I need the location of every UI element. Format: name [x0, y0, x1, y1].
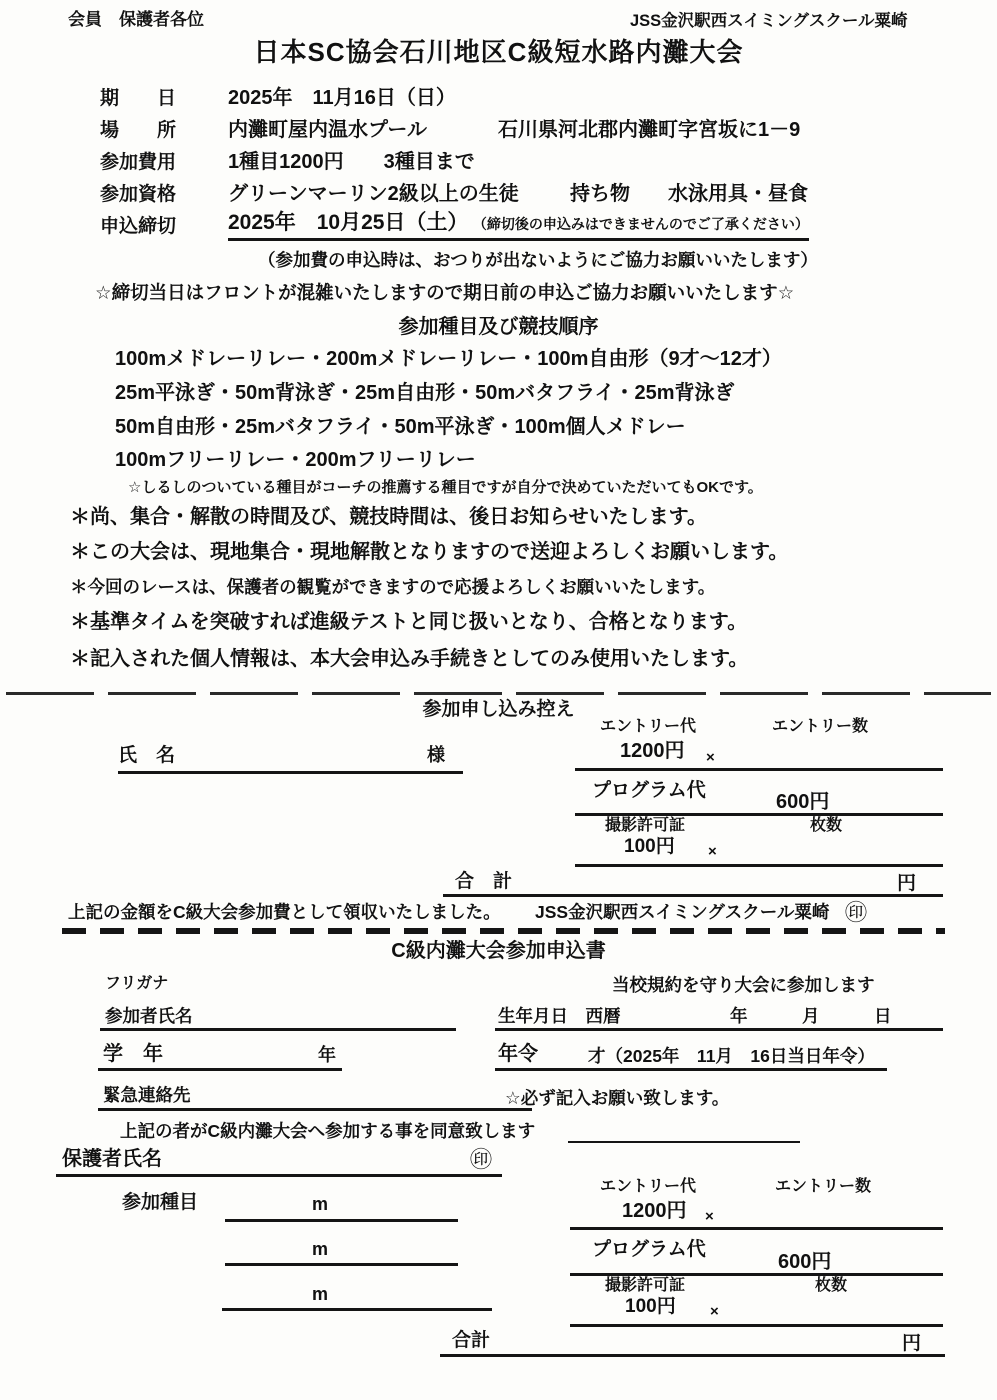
consent-text: 上記の者がC級内灘大会へ参加する事を同意致します	[120, 1121, 536, 1141]
age-line	[495, 1068, 887, 1071]
photo-permit-label-2: 撮影許可証	[605, 1277, 686, 1294]
guardian-seal-mark-icon: ㊞	[470, 1147, 493, 1172]
event-line-3: 50m自由形・25mバタフライ・50m平泳ぎ・100m個人メドレー	[115, 416, 686, 438]
photo-permit-value-2: 100円	[625, 1296, 676, 1317]
application-total-line	[440, 1354, 945, 1357]
grade-unit: 年	[318, 1045, 336, 1065]
place-value: 内灘町屋内温水プール	[228, 119, 427, 141]
guardian-name-label: 保護者氏名	[62, 1148, 162, 1170]
belongings-label: 持ち物	[570, 183, 630, 205]
receipt-name-label: 氏 名	[118, 745, 176, 766]
program-fee-value-1: 600円	[776, 791, 830, 813]
document-title: 日本SC協会石川地区C級短水路内灘大会	[253, 37, 744, 67]
fee-rule-1c	[575, 864, 943, 867]
participant-name-line	[100, 1028, 456, 1031]
fee-label: 参加費用	[100, 152, 177, 173]
guardian-name-line	[56, 1174, 502, 1177]
consent-line	[568, 1141, 800, 1143]
event-entry-line-1	[225, 1219, 458, 1222]
qualification-label: 参加資格	[100, 184, 177, 205]
birth-year-unit: 年	[730, 1006, 748, 1026]
receipt-total-line	[443, 894, 943, 897]
dashed-separator-thin	[6, 692, 991, 695]
place-address: 石川県河北郡内灘町字宮坂に1－9	[498, 119, 801, 141]
emergency-contact-line	[98, 1108, 532, 1111]
multiply-sign-2b: ×	[710, 1303, 719, 1320]
deadline-note: （締切後の申込みはできませんのでご了承ください）	[472, 216, 809, 232]
age-label: 年令	[498, 1043, 538, 1065]
event-unit-3: m	[312, 1284, 329, 1304]
belongings-value: 水泳用具・昼食	[668, 183, 808, 205]
birthdate-line	[495, 1028, 943, 1031]
program-fee-label-2: プログラム代	[592, 1239, 706, 1260]
audience-label: 会員 保護者各位	[68, 10, 204, 29]
receipt-total-label: 合 計	[455, 871, 513, 892]
front-desk-note: ☆締切当日はフロントが混雑いたしますので期日前の申込ご協力お願いいたします☆	[95, 282, 795, 303]
photo-count-label-2: 枚数	[815, 1277, 848, 1294]
entry-count-header-1: エントリー数	[772, 718, 869, 735]
fee-rule-2a	[570, 1227, 943, 1230]
event-entry-line-2	[225, 1263, 458, 1266]
multiply-sign-1a: ×	[706, 749, 715, 766]
event-entry-label: 参加種目	[122, 1192, 199, 1213]
multiply-sign-2a: ×	[705, 1208, 714, 1225]
event-line-4: 100mフリーリレー・200mフリーリレー	[115, 449, 476, 471]
event-unit-1: m	[312, 1194, 329, 1214]
events-section-title: 参加種目及び競技順序	[398, 316, 599, 338]
entry-fee-value-2: 1200円	[622, 1200, 687, 1222]
deadline-value: 2025年 10月25日（土）	[228, 211, 469, 234]
place-label: 場 所	[100, 120, 177, 141]
coach-recommendation-note: ☆しるしのついている種目がコーチの推薦する種目ですが自分で決めていただいてもOKです。	[128, 479, 763, 496]
receipt-school-name: JSS金沢駅西スイミングスクール粟崎	[535, 902, 830, 922]
application-total-label: 合計	[452, 1330, 491, 1351]
fee-rule-1b	[575, 813, 943, 816]
fee-rule-2c	[570, 1324, 943, 1327]
grade-line	[98, 1068, 342, 1071]
note-time-standard: ＊基準タイムを突破すれば進級テストと同じ扱いとなり、合格となります。	[70, 611, 748, 633]
qualification-value: グリーンマーリン2級以上の生徒	[228, 183, 519, 205]
event-entry-line-3	[222, 1308, 492, 1311]
deadline-line	[228, 211, 809, 241]
application-total-unit: 円	[902, 1333, 922, 1354]
birth-month-unit: 月	[802, 1006, 820, 1026]
event-line-1: 100mメドレーリレー・200mメドレーリレー・100m自由形（9才～12才）	[115, 348, 782, 370]
receipt-total-unit: 円	[897, 873, 917, 894]
photo-count-label-1: 枚数	[810, 817, 843, 834]
receipt-statement: 上記の金額をC級大会参加費として領収いたしました。	[68, 902, 501, 922]
date-value: 2025年 11月16日（日）	[228, 87, 456, 109]
participant-name-label: 参加者氏名	[105, 1006, 193, 1026]
event-line-2: 25m平泳ぎ・50m背泳ぎ・25m自由形・50mバタフライ・25m背泳ぎ	[115, 382, 735, 404]
grade-label: 学 年	[103, 1043, 163, 1065]
photo-permit-value-1: 100円	[624, 836, 675, 857]
pledge-text: 当校規約を守り大会に参加します	[612, 975, 875, 995]
fee-value: 1種目1200円 3種目まで	[228, 151, 475, 173]
birth-day-unit: 日	[874, 1006, 892, 1026]
note-meeting: ＊この大会は、現地集合・現地解散となりますので送迎よろしくお願いします。	[70, 541, 789, 563]
birthdate-label: 生年月日 西暦	[498, 1006, 621, 1026]
fee-rule-2b	[570, 1273, 943, 1276]
furigana-label: フリガナ	[105, 975, 169, 992]
entry-fee-value-1: 1200円	[620, 740, 685, 762]
deadline-label: 申込締切	[100, 216, 177, 237]
school-name-header: JSS金沢駅西スイミングスクール粟崎	[630, 12, 908, 30]
program-fee-value-2: 600円	[778, 1251, 832, 1273]
entry-fee-header-2: エントリー代	[600, 1178, 697, 1195]
receipt-name-suffix: 様	[427, 745, 445, 765]
note-schedule: ＊尚、集合・解散の時間及び、競技時間は、後日お知らせいたします。	[70, 506, 707, 528]
multiply-sign-1b: ×	[708, 843, 717, 860]
application-title: C級内灘大会参加申込書	[391, 940, 606, 962]
photo-permit-label-1: 撮影許可証	[605, 817, 686, 834]
program-fee-label-1: プログラム代	[592, 780, 706, 801]
change-note: （参加費の申込時は、おつりが出ないようにご協力お願いいたします）	[258, 250, 818, 270]
seal-mark-icon: ㊞	[845, 900, 868, 925]
receipt-title: 参加申し込み控え	[422, 699, 575, 720]
emergency-contact-label: 緊急連絡先	[103, 1085, 191, 1105]
note-spectating: ＊今回のレースは、保護者の観覧ができますので応援よろしくお願いいたします。	[70, 577, 716, 597]
fee-rule-1a	[575, 768, 943, 771]
entry-fee-header-1: エントリー代	[600, 718, 697, 735]
entry-count-header-2: エントリー数	[775, 1178, 872, 1195]
date-label: 期 日	[100, 88, 177, 109]
receipt-name-field	[118, 740, 463, 774]
dashed-separator-bold	[62, 928, 945, 934]
note-personal-info: ＊記入された個人情報は、本大会申込み手続きとしてのみ使用いたします。	[70, 648, 749, 670]
event-unit-2: m	[312, 1239, 329, 1259]
required-note: ☆必ず記入お願い致します。	[505, 1088, 730, 1108]
age-note: 才（2025年 11月 16日当日年令）	[588, 1046, 875, 1066]
